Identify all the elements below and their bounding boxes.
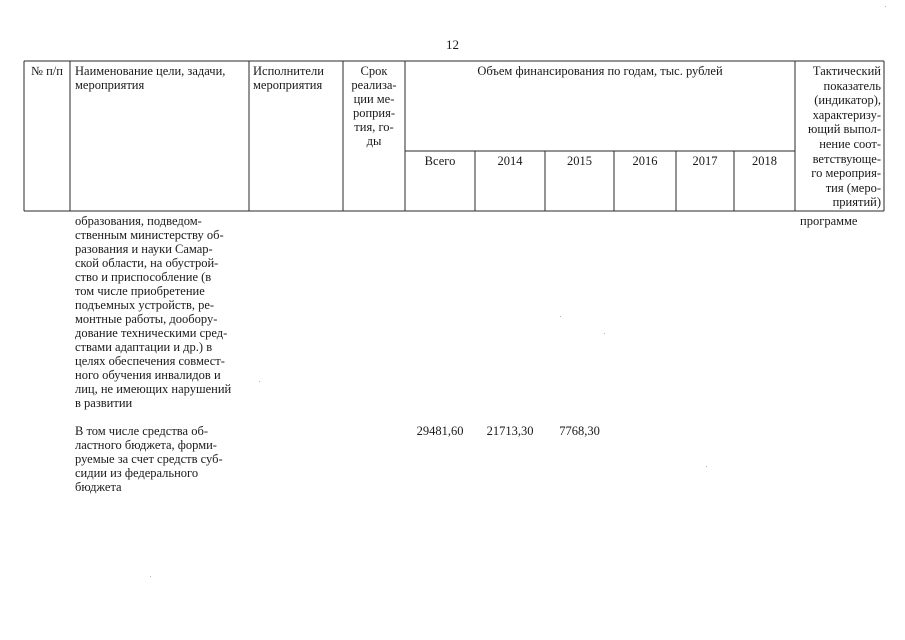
- scan-speck: [604, 333, 605, 334]
- row-2-total: 29481,60: [416, 424, 464, 438]
- row-1-indicator: программе: [800, 214, 858, 228]
- scan-speck: [150, 576, 151, 577]
- header-indicator: Тактический показатель (индикатор), характеризу- ющий выпол- нение соот- ветствующе- го мероприя- тия (меро- приятий): [808, 64, 881, 210]
- header-total: Всего: [424, 154, 456, 168]
- header-year-2014: 2014: [497, 154, 523, 168]
- header-num: № п/п: [31, 64, 63, 78]
- row-1-name: образования, подведом- ственным министерству об- разования и науки Самар- ской области, на обустрой- ство и приспособление (в том числе приобретение подъемных устройств, ре- монтные работы, дообору- дование техническими сред- ствами адаптации и др.) в целях обеспечения совмест- ного обучения инвалидов и лиц, не имеющих нарушений в развитии: [75, 214, 232, 410]
- header-term: Срок реализа- ции ме- роприя- тия, го- ды: [351, 64, 397, 148]
- row-2-2015: 7768,30: [559, 424, 600, 438]
- row-2-2014: 21713,30: [486, 424, 534, 438]
- scan-speck: [885, 6, 886, 7]
- header-year-2015: 2015: [567, 154, 592, 168]
- row-2-name: В том числе средства об- ластного бюджета, форми- руемые за счет средств суб- сидии из федерального бюджета: [75, 424, 223, 494]
- header-year-2018: 2018: [752, 154, 777, 168]
- scan-speck: [560, 316, 561, 317]
- header-year-2017: 2017: [692, 154, 718, 168]
- page-number: 12: [446, 37, 459, 52]
- scan-speck: [706, 466, 707, 467]
- header-name: Наименование цели, задачи, мероприятия: [75, 64, 226, 92]
- scan-speck: [259, 381, 260, 382]
- header-executors: Исполнители мероприятия: [253, 64, 324, 92]
- header-year-2016: 2016: [632, 154, 658, 168]
- header-funding: Объем финансирования по годам, тыс. рублей: [477, 64, 723, 78]
